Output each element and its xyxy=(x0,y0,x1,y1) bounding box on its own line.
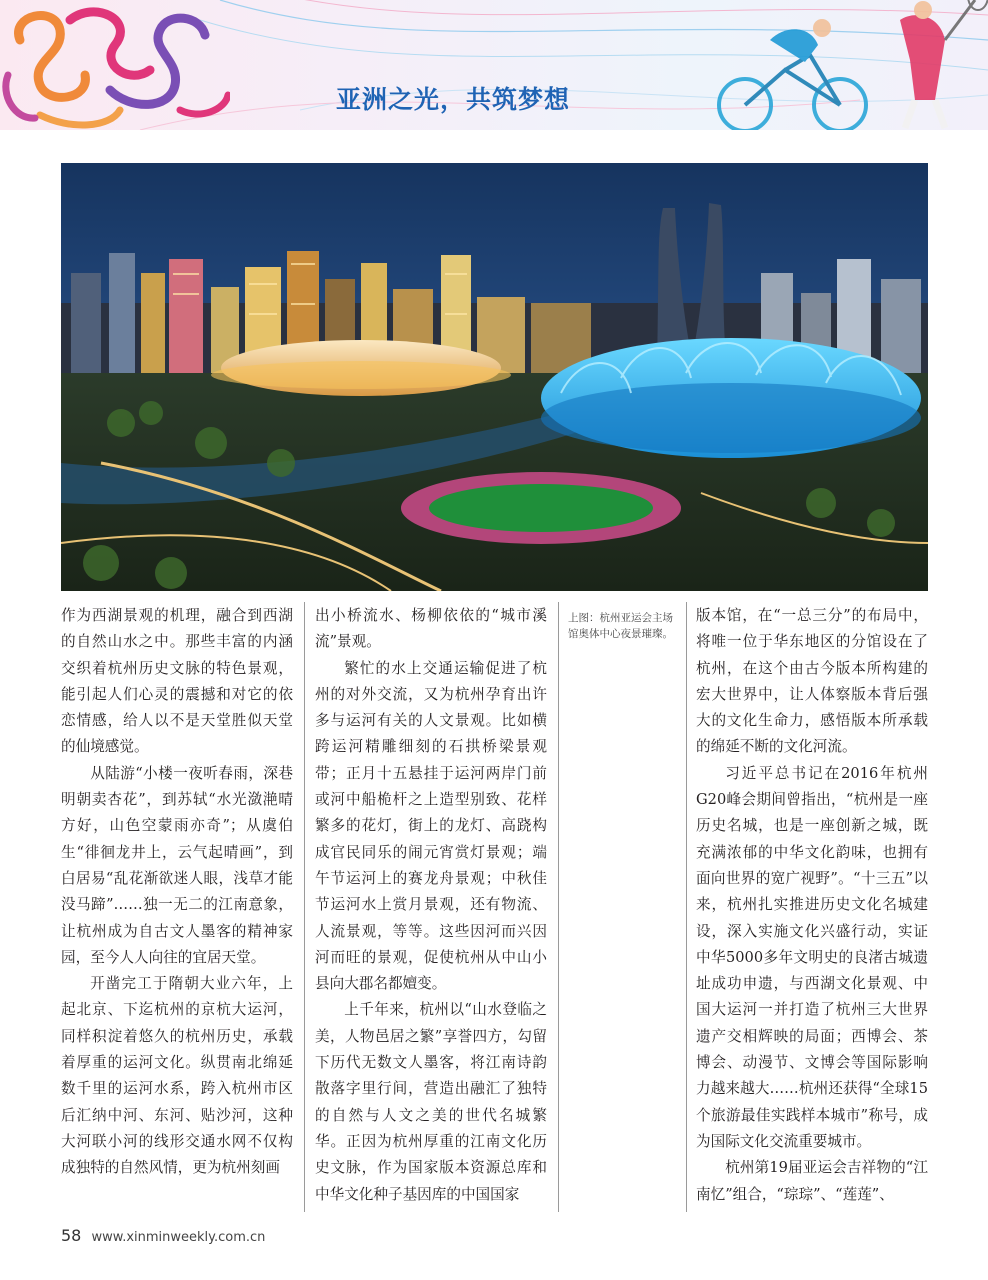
header-banner xyxy=(0,0,988,130)
paragraph: 版本馆，在“一总三分”的布局中，将唯一位于华东地区的分馆设在了杭州，在这个由古今版本所构建的宏大世界中，让人体察版本背后强大的文化生命力，感悟版本所承载的绵延不断的文化河流。 xyxy=(696,607,928,756)
paragraph: 习近平总书记在2016年杭州G20峰会期间曾指出，“杭州是一座历史名城，也是一座创新之城，既充满浓郁的中华文化韵味，也拥有面向世界的宽广视野”。“十三五”以来，杭州扎实推进历史文化名城建设，深入实施文化兴盛行动，实证中华5000多年文明史的良渚古城遗址成功申遗，与西湖文化景观、中国大运河一并打造了杭州三大世界遗产交相辉映的局面；西博会、茶博会、动漫节、文博会等国际影响力越来越大……杭州还获得“全球15个旅游最佳实践样本城市”称号，成为国际文化交流重要城市。 xyxy=(696,764,928,1150)
column-divider xyxy=(558,602,559,1212)
page-number: 58 xyxy=(61,1226,82,1245)
stadium-illustration xyxy=(61,163,928,591)
paragraph: 上千年来，杭州以“山水登临之美，人物邑居之繁”享誉四方，勾留下历代无数文人墨客，将江南诗韵散落字里行间，营造出融汇了独特的自然与人文之美的世代名城繁华。正因为杭州厚重的江南文化历史文脉，作为国家版本资源总库和中华文化种子基因库的中国国家 xyxy=(315,1001,547,1203)
page-footer xyxy=(61,1226,265,1245)
article-column-1 xyxy=(61,603,293,1182)
paragraph: 作为西湖景观的机理，融合到西湖的自然山水之中。那些丰富的内涵交织着杭州历史文脉的特色景观，能引起人们心灵的震撼和对它的依恋情感，给人以不是天堂胜似天堂的仙境感觉。 xyxy=(61,607,293,756)
banner-title: 亚洲之光，共筑梦想 xyxy=(336,85,571,114)
stadium-night-photo xyxy=(61,163,928,591)
footer-url[interactable]: www.xinminweekly.com.cn xyxy=(91,1230,266,1245)
asian-games-logo-swirl xyxy=(0,0,230,130)
photo-caption: 上图：杭州亚运会主场馆奥体中心夜景璀璨。 xyxy=(568,612,673,640)
column-divider xyxy=(304,602,305,1212)
paragraph: 出小桥流水、杨柳依依的“城市溪流”景观。 xyxy=(315,607,547,651)
cyclist-and-badminton-graphic xyxy=(690,0,988,130)
column-divider xyxy=(686,602,687,1212)
paragraph: 杭州第19届亚运会吉祥物的“江南忆”组合，“琮琮”、“莲莲”、 xyxy=(696,1159,928,1203)
article-column-4 xyxy=(696,603,928,1208)
paragraph: 从陆游“小楼一夜听春雨，深巷明朝卖杏花”，到苏轼“水光潋滟晴方好，山色空蒙雨亦奇”；从虞伯生“徘徊龙井上，云气起晴画”，到白居易“乱花渐欲迷人眼，浅草才能没马蹄”……独一无二的江南意象，让杭州成为自古文人墨客的精神家园，至今人人向往的宜居天堂。 xyxy=(61,764,293,966)
paragraph: 繁忙的水上交通运输促进了杭州的对外交流，又为杭州孕育出许多与运河有关的人文景观。比如横跨运河精雕细刻的石拱桥梁景观带；正月十五悬挂于运河两岸门前或河中船桅杆之上造型别致、花样繁多的花灯，街上的龙灯、高跷构成官民同乐的闹元宵赏灯景观；端午节运河上的赛龙舟景观；中秋佳节运河水上赏月景观，还有物流、人流景观，等等。这些因河而兴因河而旺的景观，促使杭州从中山小县向大郡名都嬗变。 xyxy=(315,659,547,993)
paragraph: 开凿完工于隋朝大业六年，上起北京、下迄杭州的京杭大运河，同样积淀着悠久的杭州历史，承载着厚重的运河文化。纵贯南北绵延数千里的运河水系，跨入杭州市区后汇纳中河、东河、贴沙河，这种大河联小河的线形交通水网不仅构成独特的自然风情，更为杭州刻画 xyxy=(61,975,293,1177)
article-column-2 xyxy=(315,603,547,1208)
